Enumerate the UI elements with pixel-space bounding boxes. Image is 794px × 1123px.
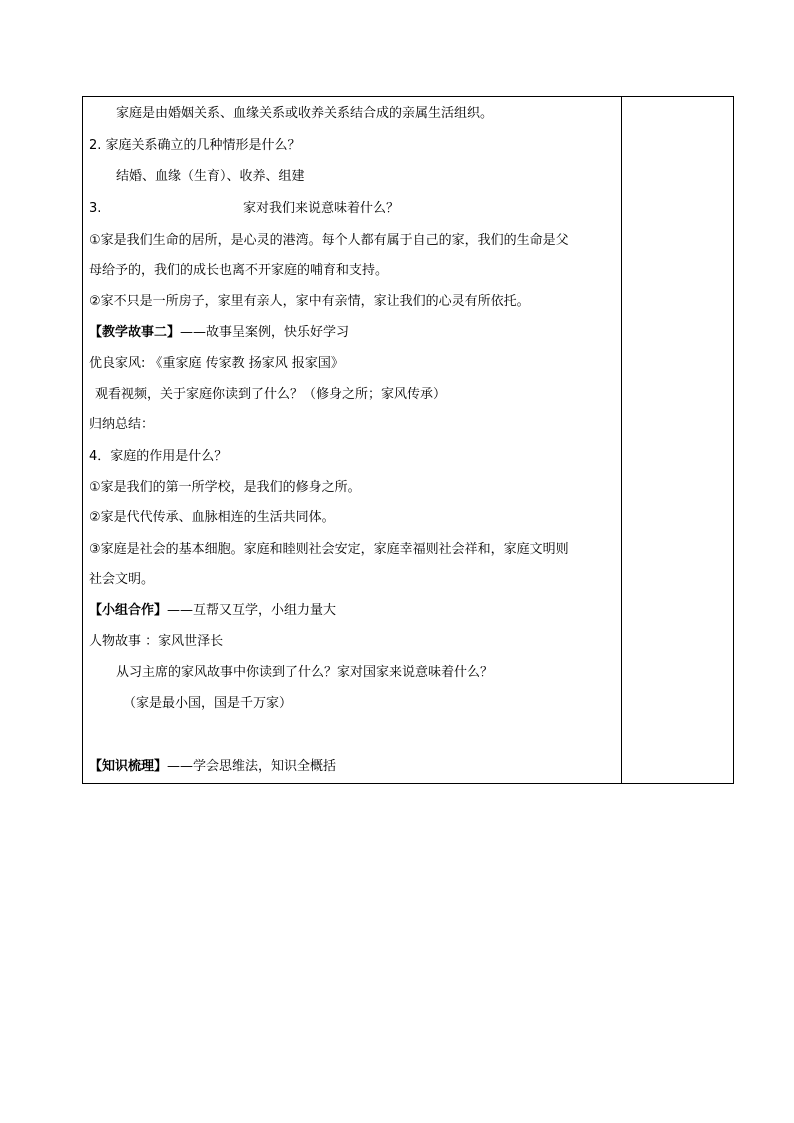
- section-heading: [89, 602, 336, 620]
- text-line: 人物故事 ：家风世泽长: [89, 634, 224, 649]
- question-3: 家对我们来说意味着什么？: [243, 201, 400, 216]
- section-subtitle: ——故事呈案例，快乐好学习: [180, 325, 350, 340]
- section-title: 【小组合作】: [89, 603, 168, 618]
- text-line: ①家是我们的第一所学校，是我们的修身之所。: [89, 480, 361, 495]
- text-line: ②家不只是一所房子，家里有亲人，家中有亲情，家让我们的心灵有所依托。: [89, 294, 530, 309]
- column-divider: [621, 97, 622, 783]
- section-heading: [89, 758, 336, 776]
- question-4: 4．家庭的作用是什么？: [89, 449, 228, 464]
- lesson-table: [82, 96, 734, 784]
- text-line: 优良家风: 《重家庭 传家教 扬家风 报家国》: [89, 356, 344, 371]
- question-3-number: 3.: [89, 201, 102, 216]
- section-title: 【知识梳理】: [89, 759, 168, 774]
- section-subtitle: ——互帮又互学，小组力量大: [167, 603, 337, 618]
- question-2: 2. 家庭关系确立的几种情形是什么？: [89, 138, 301, 153]
- text-line: （家是最小国，国是千万家）: [123, 696, 293, 711]
- text-line: 归纳总结：: [89, 417, 155, 432]
- text-line: 观看视频，关于家庭你读到了什么？（修身之所；家风传承）: [95, 387, 447, 402]
- answer-2: 结婚、血缘（生育）、收养、组建: [116, 169, 305, 184]
- text-line: 社会文明。: [89, 572, 155, 587]
- text-line: 家庭是由婚姻关系、血缘关系或收养关系结合成的亲属生活组织。: [116, 106, 494, 121]
- section-subtitle: ——学会思维法，知识全概括: [167, 759, 337, 774]
- text-line: 母给予的，我们的成长也离不开家庭的哺育和支持。: [89, 263, 389, 278]
- section-heading: [89, 324, 349, 342]
- text-line: ①家是我们生命的居所，是心灵的港湾。每个人都有属于自己的家，我们的生命是父: [89, 233, 569, 248]
- section-title: 【教学故事二】: [89, 325, 181, 340]
- text-line: 从习主席的家风故事中你读到了什么？家对国家来说意味着什么？: [116, 665, 494, 680]
- text-line: ②家是代代传承、血脉相连的生活共同体。: [89, 510, 335, 525]
- text-line: ③家庭是社会的基本细胞。家庭和睦则社会安定，家庭幸福则社会祥和，家庭文明则: [89, 542, 569, 557]
